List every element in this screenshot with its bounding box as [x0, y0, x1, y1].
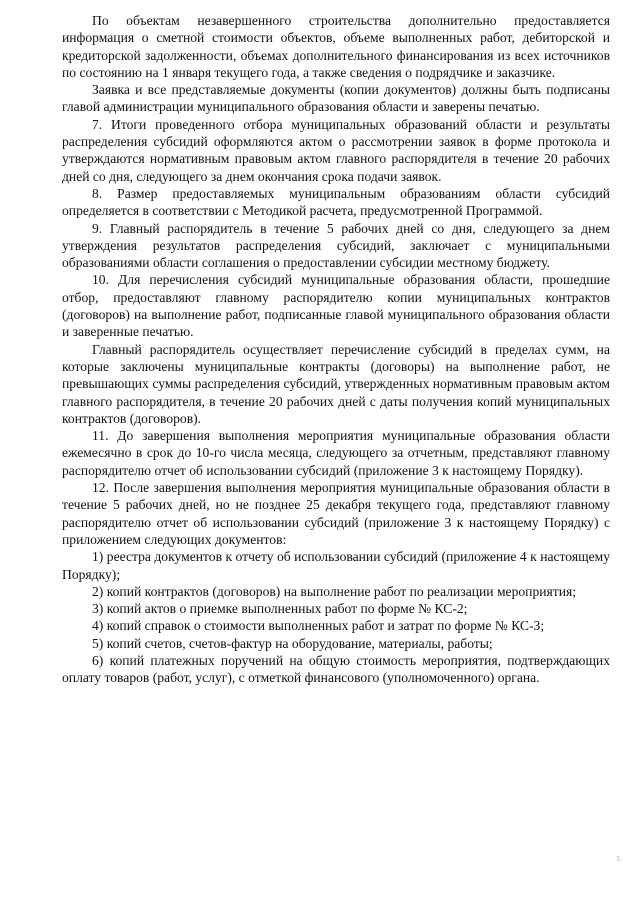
list-item-6: 6) копий платежных поручений на общую стоимость мероприятия, подтверждающих оплату товаров (работ, услуг), с отметкой финансового (уполномоченного) органа. — [62, 652, 610, 686]
list-item-4: 4) копий справок о стоимости выполненных работ и затрат по форме № КС-3; — [92, 618, 545, 634]
list-item-1: 1) реестра документов к отчету об использовании субсидий (приложение 4 к настоящему Порядку); — [62, 549, 610, 582]
paragraph-item-10: 10. Для перечисления субсидий муниципальные образования области, прошедшие отбор, предоставляют главному распорядителю копии муниципальных контрактов (договоров) на выполнение работ, подписанные главой муниципального образования области и заверенные печатью. — [62, 272, 610, 340]
paragraph-item-7: 7. Итоги проведенного отбора муниципальных образований области и результаты распределения субсидий оформляются актом о рассмотрении заявок в форме протокола и утверждаются нормативным правовым актом главного распорядителя в течение 20 рабочих дней со дня, следующего за днем окончания срока подачи заявок. — [62, 116, 610, 184]
paragraph-item-9: 9. Главный распорядитель в течение 5 рабочих дней со дня, следующего за днем утверждения результатов распределения субсидий, заключает с муниципальными образованиями области соглашения о предоставлении субсидии местному бюджету. — [62, 220, 610, 271]
paragraph-item-8: 8. Размер предоставляемых муниципальным образованиям области субсидий определяется в соответствии с Методикой расчета, предусмотренной Программой. — [62, 185, 610, 219]
list-item-3: 3) копий актов о приемке выполненных работ по форме № КС-2; — [92, 601, 468, 617]
paragraph-item-11: 11. До завершения выполнения мероприятия муниципальные образования области ежемесячно в срок до 10-го числа месяца, следующего за отчетным, представляют главному распорядителю отчет об использовании субсидий (приложение 3 к настоящему Порядку). — [62, 428, 610, 478]
list-item-5: 5) копий счетов, счетов-фактур на оборудование, материалы, работы; — [92, 635, 493, 651]
document-body — [62, 12, 610, 687]
list-item-2: 2) копий контрактов (договоров) на выполнение работ по реализации мероприятия; — [92, 583, 577, 599]
paragraph-unfinished-construction: По объектам незавершенного строительства дополнительно предоставляется информация о сметной стоимости объектов, объеме выполненных работ, дебиторской и кредиторской задолженности, объемах дополнительного финансирования из всех источников по состоянию на 1 января текущего года, а также сведения о подрядчике и заказчике. — [62, 13, 610, 80]
page-number: 5 — [616, 855, 620, 863]
paragraph-item-12: 12. После завершения выполнения мероприятия муниципальные образования области в течение 5 рабочих дней, но не позднее 25 декабря текущего года, представляют главному распорядителю отчет об использовании субсидий (приложение 3 к настоящему Порядку) с приложением следующих документов: — [62, 480, 610, 547]
paragraph-application-signature: Заявка и все представляемые документы (копии документов) должны быть подписаны главой администрации муниципального образования области и заверены печатью. — [62, 82, 610, 115]
paragraph-transfer-of-subsidies: Главный распорядитель осуществляет перечисление субсидий в пределах сумм, на которые заключены муниципальные контракты (договоры) на выполнение работ, не превышающих суммы распределения субсидий, утвержденных нормативным правовым актом главного распорядителя, в течение 20 рабочих дней с даты получения копий муниципальных контрактов (договоров). — [62, 341, 610, 426]
